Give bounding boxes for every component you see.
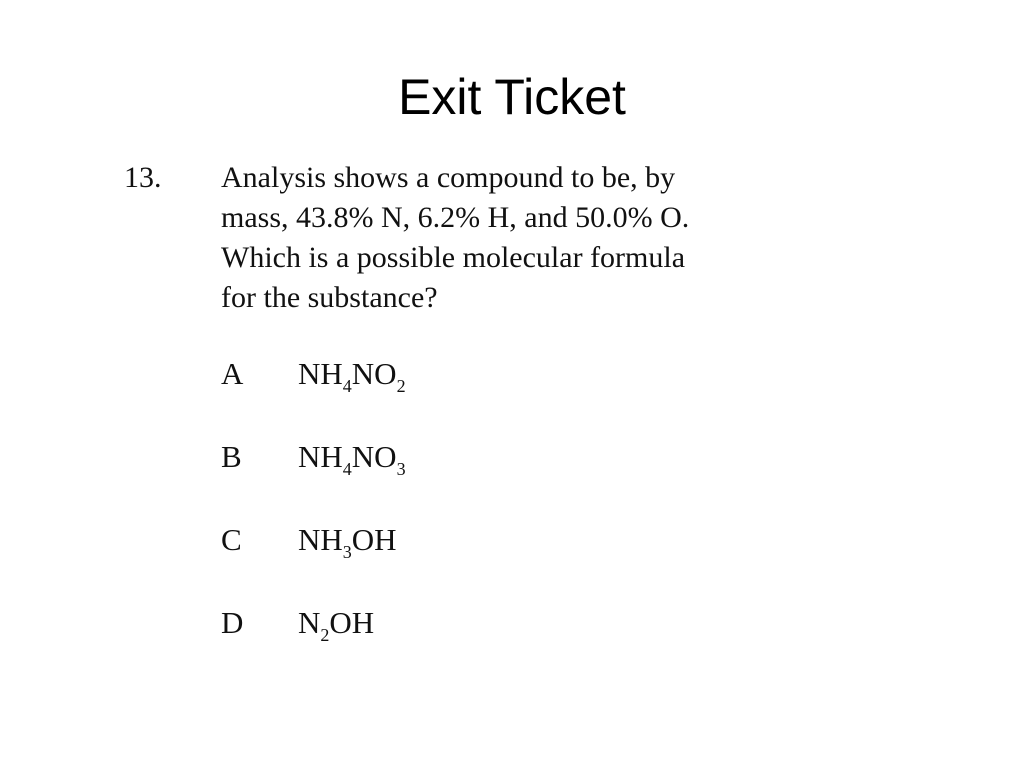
- choice-formula: [298, 520, 397, 560]
- question-stem: [221, 158, 841, 318]
- formula-subscript: 4: [342, 459, 352, 479]
- choice-formula: [298, 354, 406, 394]
- formula-subscript: 2: [396, 376, 406, 396]
- choice-formula: [298, 603, 374, 643]
- choice-formula: [298, 437, 406, 477]
- formula-text: NO: [351, 356, 397, 391]
- formula-text: N: [298, 605, 321, 640]
- question-stem-line: for the substance?: [221, 281, 438, 314]
- choice-letter: D: [221, 605, 244, 640]
- formula-text: OH: [329, 605, 375, 640]
- formula-subscript: 3: [396, 459, 406, 479]
- question-stem-line: Analysis shows a compound to be, by: [221, 161, 676, 194]
- formula-subscript: 3: [342, 542, 352, 562]
- choice-c[interactable]: [221, 520, 721, 603]
- slide-title: Exit Ticket: [398, 69, 626, 125]
- formula-subscript: 4: [342, 376, 352, 396]
- formula-text: NH: [298, 439, 343, 474]
- formula-text: OH: [351, 522, 397, 557]
- answer-choices: [221, 354, 721, 686]
- formula-subscript: 2: [320, 625, 330, 645]
- formula-text: NO: [351, 439, 397, 474]
- choice-a[interactable]: [221, 354, 721, 437]
- question-stem-line: mass, 43.8% N, 6.2% H, and 50.0% O.: [221, 201, 690, 234]
- formula-text: NH: [298, 356, 343, 391]
- choice-d[interactable]: [221, 603, 721, 686]
- question-number: 13.: [124, 161, 162, 194]
- question-stem-line: Which is a possible molecular formula: [221, 241, 686, 274]
- formula-text: NH: [298, 522, 343, 557]
- choice-letter: A: [221, 356, 244, 391]
- choice-letter: C: [221, 522, 242, 557]
- choice-letter: B: [221, 439, 242, 474]
- choice-b[interactable]: [221, 437, 721, 520]
